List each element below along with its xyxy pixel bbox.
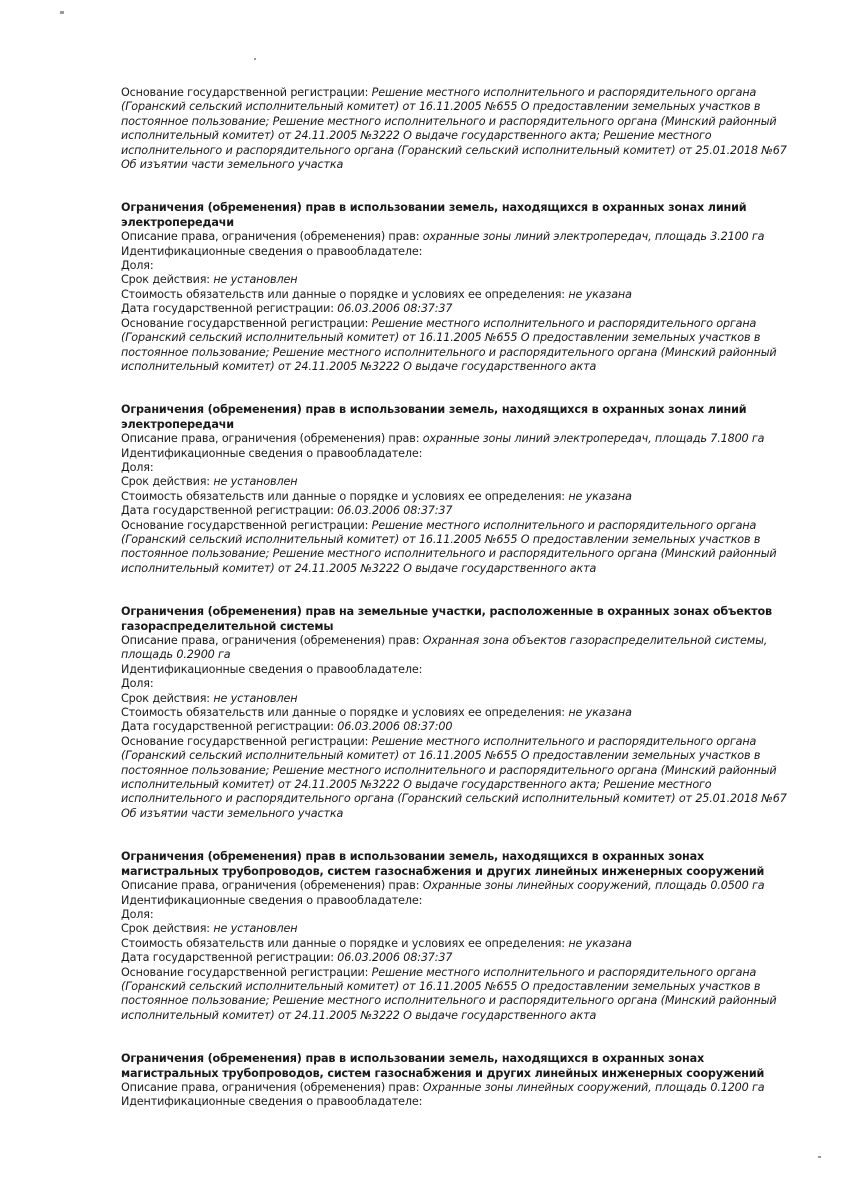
cost-value: не указана [568, 287, 632, 301]
description-row [121, 1081, 801, 1095]
term-label: Срок действия: [121, 273, 214, 287]
basis-value: Решение местного исполнительного и распорядительного органа (Горанский сельский исполнительный комитет) от 16.11.2005 №655 О предоставлении земельных участков в постоянное пользование; Решение местного исполнительного и распорядительного органа (Минский районный исполнительный комитет) от 24.11.2005 №3222 О выдаче государственного акта [121, 965, 777, 1022]
encumbrance-section [121, 850, 801, 1023]
term-row [121, 475, 801, 489]
description-label: Описание права, ограничения (обременения) прав: [121, 1080, 423, 1094]
description-value: Охранные зоны линейных сооружений, площадь 0.0500 га [422, 879, 765, 893]
cost-label: Стоимость обязательств или данные о порядке и условиях ее определения: [121, 287, 569, 301]
section-title: Ограничения (обременения) прав в использовании земель, находящихся в охранных зонах линий электропередачи [121, 403, 747, 431]
cost-row [121, 937, 801, 951]
date-row [121, 302, 801, 316]
description-value: Охранные зоны линейных сооружений, площадь 0.1200 га [422, 1080, 765, 1094]
basis-label: Основание государственной регистрации: [121, 518, 372, 532]
date-row [121, 951, 801, 965]
description-row [121, 634, 801, 663]
cost-row [121, 288, 801, 302]
cost-value: не указана [568, 706, 632, 720]
encumbrance-section [121, 403, 801, 576]
basis-row [121, 735, 801, 821]
description-value: Охранная зона объектов газораспределительной системы, площадь 0.2900 га [121, 634, 768, 662]
cost-label: Стоимость обязательств или данные о порядке и условиях ее определения: [121, 489, 569, 503]
date-value: 06.03.2006 08:37:37 [337, 504, 453, 518]
share-row: Доля: [121, 677, 154, 691]
encumbrance-section [121, 201, 801, 374]
basis-row [121, 317, 801, 375]
holder-row: Идентификационные сведения о правообладателе: [121, 1095, 423, 1109]
scan-speck [60, 11, 64, 14]
description-row [121, 432, 801, 446]
date-label: Дата государственной регистрации: [121, 720, 338, 734]
holder-row: Идентификационные сведения о правообладателе: [121, 244, 423, 258]
basis-value: Решение местного исполнительного и распорядительного органа (Горанский сельский исполнительный комитет) от 16.11.2005 №655 О предоставлении земельных участков в постоянное пользование; Решение местного исполнительного и распорядительного органа (Минский районный исполнительный комитет) от 24.11.2005 №3222 О выдаче государственного акта; Решение местного исполнительного и распорядительного органа (Горанский сельский исполнительный комитет) от 25.01.2018 №67 Об изъятии части земельного участка [121, 734, 787, 820]
date-value: 06.03.2006 08:37:37 [337, 302, 453, 316]
description-label: Описание права, ограничения (обременения) прав: [121, 230, 423, 244]
description-value: охранные зоны линий электропередач, площадь 7.1800 га [422, 432, 765, 446]
basis-label: Основание государственной регистрации: [121, 965, 372, 979]
scan-speck [818, 1156, 821, 1158]
date-row [121, 720, 801, 734]
document-page [121, 86, 801, 1110]
cost-value: не указана [568, 936, 632, 950]
description-value: охранные зоны линий электропередач, площадь 3.2100 га [422, 230, 765, 244]
term-label: Срок действия: [121, 922, 214, 936]
description-row [121, 879, 801, 893]
description-label: Описание права, ограничения (обременения) прав: [121, 432, 423, 446]
section-title: Ограничения (обременения) прав в использовании земель, находящихся в охранных зонах магистральных трубопроводов, систем газоснабжения и других линейных инженерных сооружений [121, 850, 765, 878]
holder-row: Идентификационные сведения о правообладателе: [121, 893, 423, 907]
term-label: Срок действия: [121, 475, 214, 489]
date-label: Дата государственной регистрации: [121, 302, 338, 316]
term-value: не установлен [213, 922, 298, 936]
basis-row [121, 966, 801, 1024]
description-label: Описание права, ограничения (обременения) прав: [121, 634, 423, 647]
basis-label: Основание государственной регистрации: [121, 734, 372, 748]
basis-value: Решение местного исполнительного и распорядительного органа (Горанский сельский исполнительный комитет) от 16.11.2005 №655 О предоставлении земельных участков в постоянное пользование; Решение местного исполнительного и распорядительного органа (Минский районный исполнительный комитет) от 24.11.2005 №3222 О выдаче государственного акта; Решение местного исполнительного и распорядительного органа (Горанский сельский исполнительный комитет) от 25.01.2018 №67 Об изъятии части земельного участка [121, 86, 787, 172]
share-row: Доля: [121, 907, 154, 921]
basis-label: Основание государственной регистрации: [121, 316, 372, 330]
term-row [121, 692, 801, 706]
term-value: не установлен [213, 475, 298, 489]
section-title: Ограничения (обременения) прав в использовании земель, находящихся в охранных зонах линий электропередачи [121, 201, 747, 229]
encumbrance-section [121, 1052, 801, 1110]
term-value: не установлен [213, 691, 298, 705]
share-row: Доля: [121, 460, 154, 474]
section-title: Ограничения (обременения) прав на земельные участки, расположенные в охранных зонах объектов газораспределительной системы [121, 605, 772, 633]
cost-value: не указана [568, 489, 632, 503]
date-label: Дата государственной регистрации: [121, 951, 338, 965]
intro-basis [121, 86, 801, 172]
date-value: 06.03.2006 08:37:00 [337, 720, 453, 734]
basis-label: Основание государственной регистрации: [121, 86, 372, 99]
encumbrance-section [121, 605, 801, 821]
description-row [121, 230, 801, 244]
basis-value: Решение местного исполнительного и распорядительного органа (Горанский сельский исполнительный комитет) от 16.11.2005 №655 О предоставлении земельных участков в постоянное пользование; Решение местного исполнительного и распорядительного органа (Минский районный исполнительный комитет) от 24.11.2005 №3222 О выдаче государственного акта [121, 518, 777, 575]
basis-row [121, 519, 801, 577]
term-value: не установлен [213, 273, 298, 287]
share-row: Доля: [121, 259, 154, 273]
date-label: Дата государственной регистрации: [121, 504, 338, 518]
scan-speck [254, 58, 256, 60]
basis-value: Решение местного исполнительного и распорядительного органа (Горанский сельский исполнительный комитет) от 16.11.2005 №655 О предоставлении земельных участков в постоянное пользование; Решение местного исполнительного и распорядительного органа (Минский районный исполнительный комитет) от 24.11.2005 №3222 О выдаче государственного акта [121, 316, 777, 373]
cost-label: Стоимость обязательств или данные о порядке и условиях ее определения: [121, 706, 569, 720]
cost-row [121, 706, 801, 720]
term-row [121, 922, 801, 936]
section-title: Ограничения (обременения) прав в использовании земель, находящихся в охранных зонах магистральных трубопроводов, систем газоснабжения и других линейных инженерных сооружений [121, 1052, 765, 1080]
date-row [121, 504, 801, 518]
holder-row: Идентификационные сведения о правообладателе: [121, 446, 423, 460]
date-value: 06.03.2006 08:37:37 [337, 951, 453, 965]
term-label: Срок действия: [121, 691, 214, 705]
cost-row [121, 490, 801, 504]
term-row [121, 273, 801, 287]
holder-row: Идентификационные сведения о правообладателе: [121, 662, 423, 676]
description-label: Описание права, ограничения (обременения) прав: [121, 879, 423, 893]
cost-label: Стоимость обязательств или данные о порядке и условиях ее определения: [121, 936, 569, 950]
